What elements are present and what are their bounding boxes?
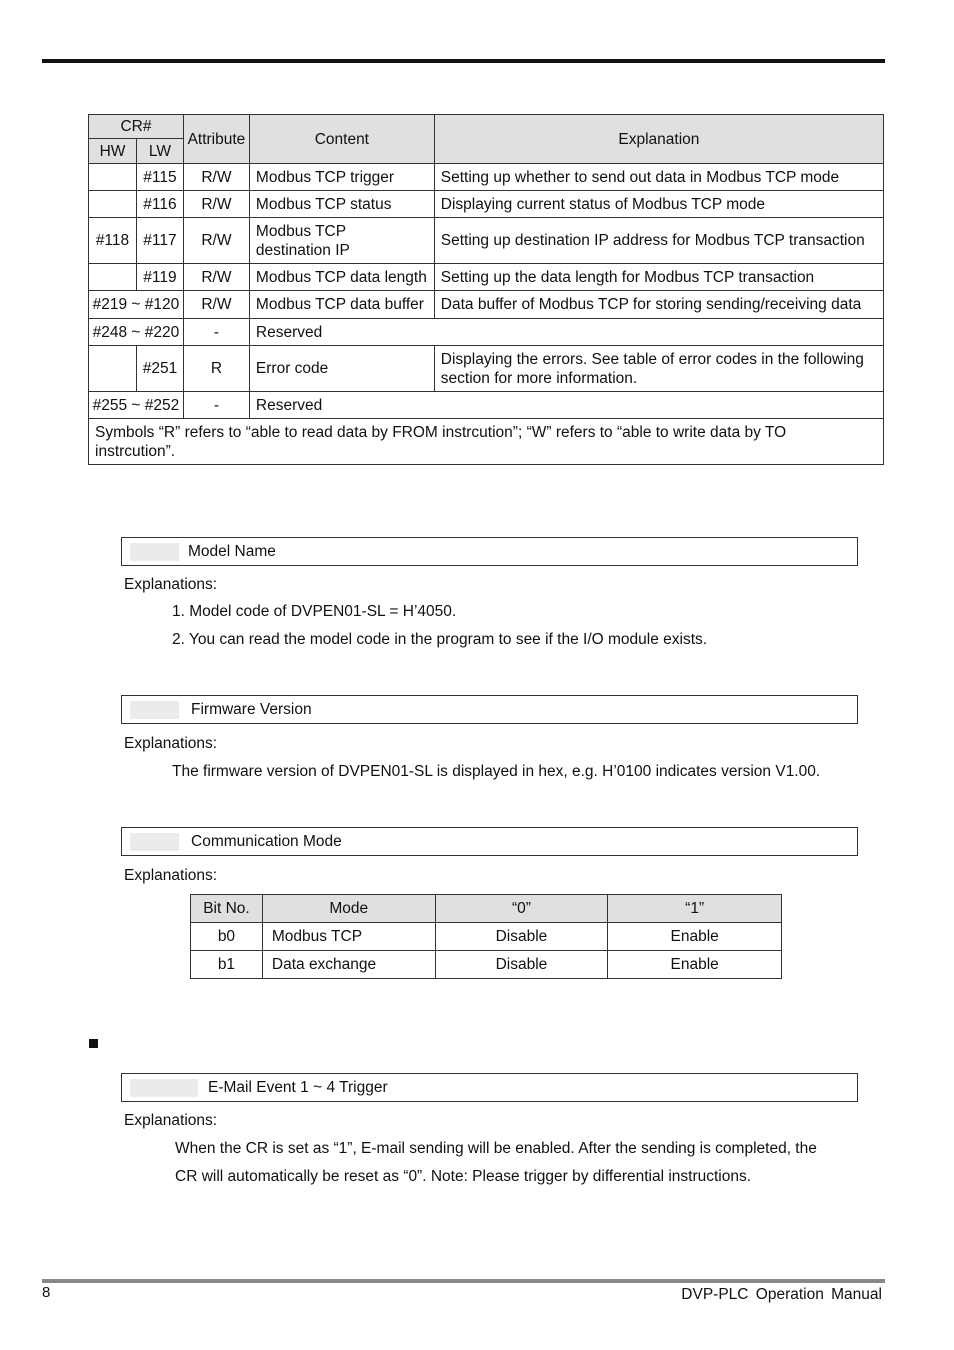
cell-hw: #118 xyxy=(89,218,137,264)
cr-table xyxy=(88,114,884,465)
cell-lw: #116 xyxy=(136,191,183,218)
cr-number-shade xyxy=(130,543,179,561)
cell-bit: b1 xyxy=(191,951,263,979)
cell-attribute: - xyxy=(183,319,249,346)
cell-bit: b0 xyxy=(191,923,263,951)
cell-attribute: R/W xyxy=(183,191,249,218)
firmware-title: Firmware Version xyxy=(191,701,312,718)
email-explanations-label: Explanations: xyxy=(124,1112,218,1129)
cell-hw xyxy=(89,346,137,392)
table-row xyxy=(89,346,884,392)
cell-lw: #251 xyxy=(136,346,183,392)
cell-hw-lw: #248 ~ #220 xyxy=(89,319,184,346)
model-name-item-2: 2. You can read the model code in the program to see if the I/O module exists. xyxy=(172,631,708,648)
comm-mode-cr-box xyxy=(121,827,858,856)
cell-hw xyxy=(89,164,137,191)
header-rule xyxy=(42,59,885,63)
email-title: E-Mail Event 1 ~ 4 Trigger xyxy=(208,1079,388,1096)
cell-attribute: R/W xyxy=(183,164,249,191)
firmware-cr-box xyxy=(121,695,858,724)
cell-lw: #117 xyxy=(136,218,183,264)
table-row xyxy=(191,923,782,951)
cell-lw: #115 xyxy=(136,164,183,191)
table-row xyxy=(89,291,884,319)
cell-hw-lw: #219 ~ #120 xyxy=(89,291,184,319)
header-content: Content xyxy=(249,115,434,164)
cr-number-shade xyxy=(130,701,179,719)
cell-explanation: Data buffer of Modbus TCP for storing sending/receiving data xyxy=(434,291,883,319)
table-row xyxy=(89,264,884,291)
header-explanation: Explanation xyxy=(434,115,883,164)
page-number: 8 xyxy=(42,1284,51,1301)
cr-number-shade xyxy=(130,833,179,851)
model-name-explanations-label: Explanations: xyxy=(124,576,218,593)
comm-mode-explanations-label: Explanations: xyxy=(124,867,218,884)
cell-hw-lw: #255 ~ #252 xyxy=(89,392,184,419)
cell-hw xyxy=(89,264,137,291)
cell-explanation: Displaying current status of Modbus TCP mode xyxy=(434,191,883,218)
email-cr-box xyxy=(121,1073,858,1102)
cell-zero: Disable xyxy=(435,951,608,979)
bullet-square-icon xyxy=(89,1039,98,1048)
cell-explanation: Setting up the data length for Modbus TCP transaction xyxy=(434,264,883,291)
cell-attribute: R xyxy=(183,346,249,392)
cell-attribute: - xyxy=(183,392,249,419)
header-bit-no: Bit No. xyxy=(191,895,263,923)
cell-explanation: Setting up whether to send out data in Modbus TCP mode xyxy=(434,164,883,191)
comm-mode-title: Communication Mode xyxy=(191,833,342,850)
table-row xyxy=(89,191,884,218)
table-row xyxy=(191,951,782,979)
table-footnote-row xyxy=(89,419,884,465)
cell-content: Modbus TCP trigger xyxy=(249,164,434,191)
table-footnote: Symbols “R” refers to “able to read data by FROM instrcution”; “W” refers to “able to write data by TO instrcution”. xyxy=(89,419,884,465)
header-lw: LW xyxy=(136,139,183,164)
header-zero: “0” xyxy=(435,895,608,923)
header-mode: Mode xyxy=(262,895,435,923)
table-row xyxy=(89,164,884,191)
cell-mode: Modbus TCP xyxy=(262,923,435,951)
cell-attribute: R/W xyxy=(183,264,249,291)
cell-attribute: R/W xyxy=(183,218,249,264)
model-name-title: Model Name xyxy=(188,543,276,560)
cell-zero: Disable xyxy=(435,923,608,951)
cell-lw: #119 xyxy=(136,264,183,291)
header-cr: CR# xyxy=(89,115,184,139)
cell-attribute: R/W xyxy=(183,291,249,319)
model-name-item-1: 1. Model code of DVPEN01-SL = H’4050. xyxy=(172,603,457,620)
header-one: “1” xyxy=(608,895,782,923)
cell-content: Error code xyxy=(249,346,434,392)
cell-content: Modbus TCP destination IP xyxy=(249,218,434,264)
cell-explanation: Setting up destination IP address for Modbus TCP transaction xyxy=(434,218,883,264)
footer-rule xyxy=(42,1279,885,1283)
header-attribute: Attribute xyxy=(183,115,249,164)
cr-number-shade xyxy=(130,1079,198,1097)
header-hw: HW xyxy=(89,139,137,164)
email-line-1: When the CR is set as “1”, E-mail sending will be enabled. After the sending is completed, the xyxy=(175,1140,817,1157)
firmware-text: The firmware version of DVPEN01-SL is displayed in hex, e.g. H’0100 indicates version V1.00. xyxy=(172,763,821,780)
firmware-explanations-label: Explanations: xyxy=(124,735,218,752)
cell-content: Modbus TCP data buffer xyxy=(249,291,434,319)
cell-content: Reserved xyxy=(249,319,883,346)
cell-one: Enable xyxy=(608,951,782,979)
cell-content: Modbus TCP status xyxy=(249,191,434,218)
cell-content: Modbus TCP data length xyxy=(249,264,434,291)
table-row xyxy=(89,319,884,346)
table-row xyxy=(89,218,884,264)
manual-title: DVP-PLC Operation Manual xyxy=(681,1286,882,1303)
cell-mode: Data exchange xyxy=(262,951,435,979)
cell-hw xyxy=(89,191,137,218)
email-line-2: CR will automatically be reset as “0”. Note: Please trigger by differential instructions. xyxy=(175,1168,752,1185)
cell-explanation: Displaying the errors. See table of error codes in the following section for more information. xyxy=(434,346,883,392)
table-row xyxy=(89,392,884,419)
cell-content: Reserved xyxy=(249,392,883,419)
comm-mode-table xyxy=(190,894,782,979)
model-name-cr-box xyxy=(121,537,858,566)
cell-one: Enable xyxy=(608,923,782,951)
